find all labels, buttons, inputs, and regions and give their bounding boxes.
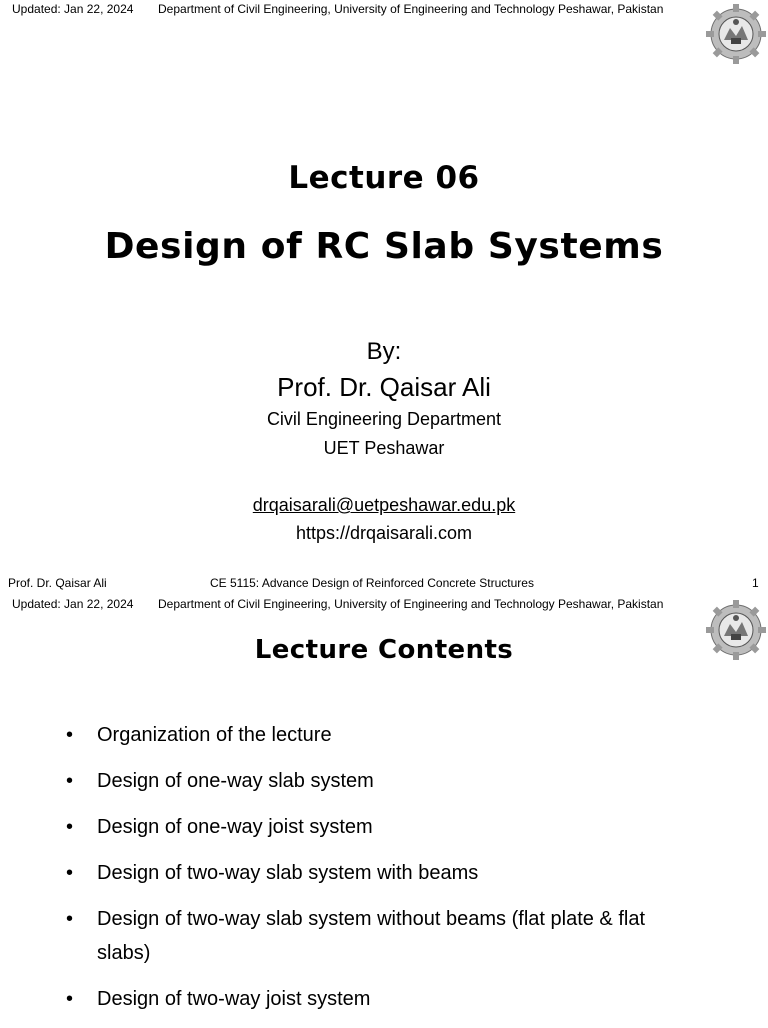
contents-list — [0, 718, 768, 1028]
list-item-text: Design of two-way joist system — [97, 988, 371, 1010]
bullet-icon: • — [66, 862, 74, 884]
list-item — [0, 764, 697, 798]
bullet-icon: • — [66, 770, 74, 792]
lecture-title: Design of RC Slab Systems — [104, 226, 664, 267]
list-item-text: Design of one-way joist system — [97, 816, 373, 838]
header-date: Updated: Jan 22, 2024 — [12, 597, 134, 611]
list-item — [0, 982, 697, 1016]
list-item — [0, 856, 697, 890]
footer-author: Prof. Dr. Qaisar Ali — [8, 576, 107, 590]
bullet-icon: • — [66, 816, 74, 838]
contents-title: Lecture Contents — [254, 635, 514, 665]
author-university: UET Peshawar — [323, 438, 445, 458]
bullet-icon: • — [66, 724, 74, 746]
list-item-text: Design of two-way slab system with beams — [97, 862, 479, 884]
bullet-icon: • — [66, 908, 74, 930]
page-number: 1 — [752, 576, 759, 590]
header-date: Updated: Jan 22, 2024 — [12, 2, 134, 16]
list-item — [0, 902, 697, 970]
list-item-text: Organization of the lecture — [97, 724, 332, 746]
website-link[interactable]: https://drqaisarali.com — [295, 523, 473, 543]
list-item — [0, 810, 697, 844]
list-item-text: Design of one-way slab system — [97, 770, 374, 792]
lecture-number: Lecture 06 — [288, 160, 480, 196]
email-row — [0, 495, 768, 516]
email-link[interactable]: drqaisarali@uetpeshawar.edu.pk — [252, 495, 516, 515]
header-department: Department of Civil Engineering, University of Engineering and Technology Peshawar, Pakistan — [158, 2, 664, 16]
header-department: Department of Civil Engineering, University of Engineering and Technology Peshawar, Pakistan — [158, 597, 664, 611]
list-item — [0, 718, 697, 752]
bullet-icon: • — [66, 988, 74, 1010]
by-label: By: — [366, 338, 402, 365]
footer-course: CE 5115: Advance Design of Reinforced Concrete Structures — [210, 576, 534, 590]
author-department: Civil Engineering Department — [266, 409, 502, 429]
contents-slide — [0, 596, 768, 1024]
author-name: Prof. Dr. Qaisar Ali — [277, 372, 491, 402]
list-item-text: Design of two-way slab system without beams (flat plate & flat slabs) — [97, 908, 646, 964]
uet-logo-icon — [704, 2, 768, 66]
